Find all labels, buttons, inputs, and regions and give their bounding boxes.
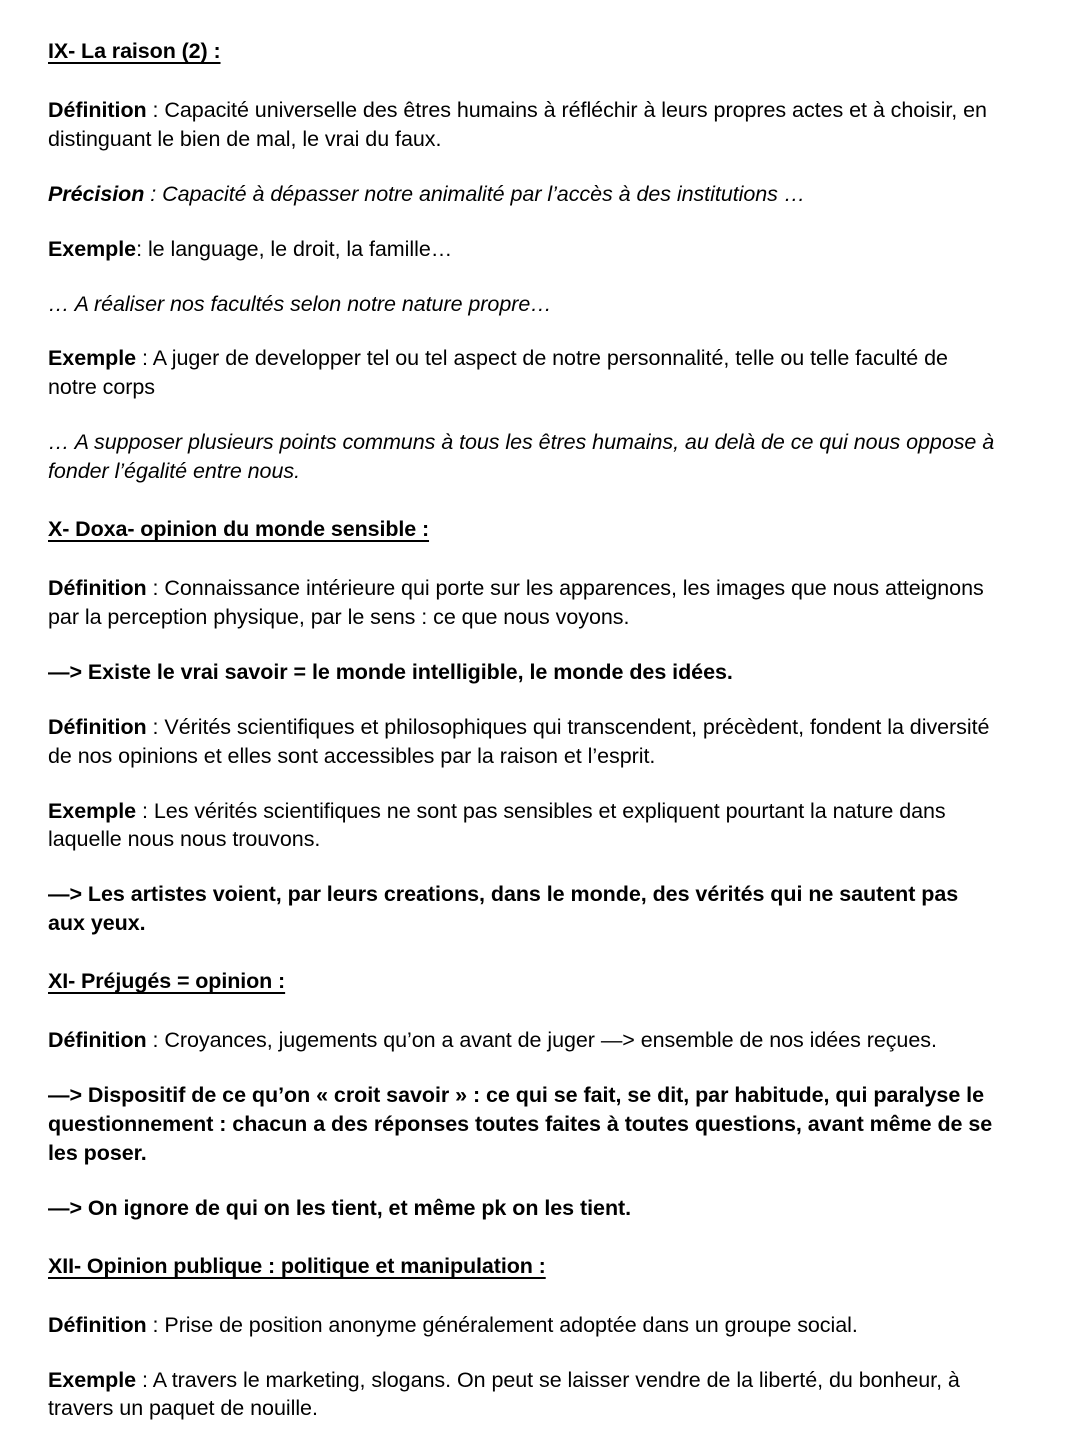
paragraph-text: —> Dispositif de ce qu’on « croit savoir » : ce qui se fait, se dit, par habitude, qui paralyse le questionnement : chacun a des réponses toutes faites à toutes questions, avant même de se les poser.: [48, 1083, 993, 1165]
paragraph-text: Croyances, jugements qu’on a avant de juger —> ensemble de nos idées reçues.: [164, 1028, 937, 1053]
paragraph-definition: [48, 574, 1000, 632]
paragraph-text: Capacité universelle des êtres humains à réfléchir à leurs propres actes et à choisir, en distinguant le bien de mal, le vrai du faux.: [48, 97, 987, 151]
paragraph-example: [48, 344, 1000, 402]
section-heading-x: [48, 516, 1000, 544]
paragraph-definition: [48, 96, 1000, 154]
paragraph-definition: [48, 713, 1000, 771]
paragraph-separator: :: [144, 181, 163, 206]
paragraph-text: Capacité à dépasser notre animalité par l’accès à des institutions …: [162, 181, 806, 206]
paragraph-label: Exemple: [48, 1367, 137, 1392]
paragraph-separator: :: [146, 1028, 165, 1053]
paragraph-conclusion: [48, 880, 1000, 938]
paragraph-conclusion: [48, 1194, 1000, 1223]
paragraph-example: [48, 1366, 1000, 1424]
paragraph-text: A travers le marketing, slogans. On peut se laisser vendre de la liberté, du bonheur, à travers un paquet de nouille.: [48, 1367, 960, 1421]
paragraph-label: Précision: [48, 181, 145, 206]
paragraph-example: [48, 797, 1000, 855]
paragraph-separator: :: [146, 714, 165, 739]
paragraph-label: Définition: [48, 97, 147, 122]
paragraph-text: —> On ignore de qui on les tient, et même pk on les tient.: [48, 1195, 632, 1220]
paragraph-text: … A supposer plusieurs points communs à tous les êtres humains, au delà de ce qui nous oppose à fonder l’égalité entre nous.: [48, 430, 995, 484]
paragraph-separator: :: [136, 346, 153, 371]
paragraph-label: Définition: [48, 1028, 147, 1053]
paragraph-text: Prise de position anonyme généralement adoptée dans un groupe social.: [164, 1312, 858, 1337]
paragraph-separator: :: [146, 576, 165, 601]
paragraph-conclusion: [48, 658, 1000, 687]
section-heading-x-text: X- Doxa- opinion du monde sensible :: [48, 517, 430, 542]
paragraph-separator: :: [136, 1367, 153, 1392]
paragraph-text: le language, le droit, la famille…: [147, 236, 453, 261]
paragraph-text: Les vérités scientifiques ne sont pas sensibles et expliquent pourtant la nature dans laquelle nous nous trouvons.: [48, 798, 946, 852]
paragraph-label: Définition: [48, 576, 147, 601]
document-body: [48, 38, 1000, 1423]
paragraph-label: Exemple: [48, 798, 137, 823]
paragraph-separator: :: [146, 1312, 165, 1337]
paragraph-text: Vérités scientifiques et philosophiques qui transcendent, précèdent, fondent la diversité de nos opinions et elles sont accessibles par la raison et l’esprit.: [48, 714, 990, 768]
paragraph-definition: [48, 1026, 1000, 1055]
section-heading-xi-text: XI- Préjugés = opinion :: [48, 969, 286, 994]
paragraph-label: Définition: [48, 714, 147, 739]
paragraph-text: Connaissance intérieure qui porte sur les apparences, les images que nous atteignons par la perception physique, par le sens : ce que nous voyons.: [48, 576, 984, 629]
section-heading-xii-text: XII- Opinion publique : politique et manipulation :: [48, 1253, 546, 1278]
section-heading-xii: [48, 1253, 1000, 1281]
paragraph-text: … A réaliser nos facultés selon notre nature propre…: [48, 291, 552, 316]
section-heading-ix: [48, 38, 1000, 66]
section-heading-xi: [48, 968, 1000, 996]
paragraph-separator: :: [136, 236, 148, 261]
paragraph-text: A juger de developper tel ou tel aspect de notre personnalité, telle ou telle faculté de notre corps: [48, 346, 948, 400]
paragraph-label: Définition: [48, 1312, 147, 1337]
paragraph-text: —> Les artistes voient, par leurs creations, dans le monde, des vérités qui ne sautent pas aux yeux.: [48, 882, 959, 936]
paragraph-example: [48, 235, 1000, 264]
paragraph-separator: :: [146, 97, 165, 122]
section-heading-ix-text: IX- La raison (2) :: [48, 39, 221, 63]
paragraph-label: Exemple: [48, 346, 137, 371]
paragraph-definition: [48, 1311, 1000, 1340]
paragraph-conclusion: [48, 1081, 1000, 1168]
paragraph-label: Exemple: [48, 236, 137, 261]
paragraph-separator: :: [136, 798, 154, 823]
paragraph-italic-note: [48, 290, 1000, 319]
paragraph-italic-note: [48, 428, 1000, 486]
paragraph-precision: [48, 180, 1000, 209]
paragraph-text: —> Existe le vrai savoir = le monde intelligible, le monde des idées.: [48, 659, 733, 684]
